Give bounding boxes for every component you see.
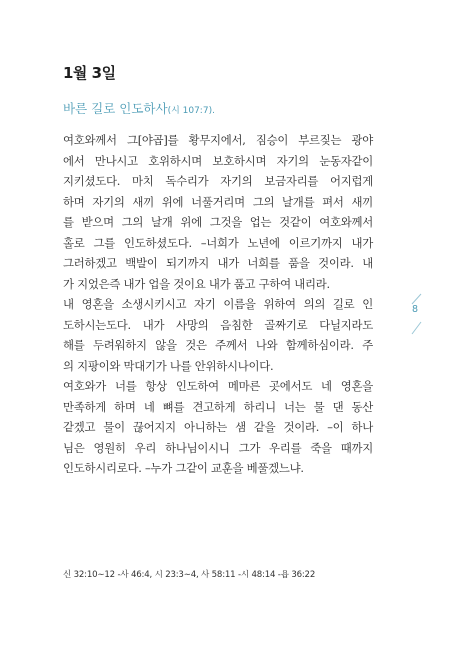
text-line: 해를 두려워하지 않을 것은 주께서 나와 함께하심이라. 주 <box>63 338 373 352</box>
heading-scripture-reference: (시 107:7). <box>167 106 215 116</box>
paragraph <box>63 130 373 294</box>
devotional-body <box>63 130 373 479</box>
text-line: 의 지팡이와 막대기가 나를 안위하시나이다. <box>63 358 274 373</box>
text-line: 홀로 그를 인도하셨도다. –너희가 노년에 이르기까지 내가 <box>63 235 373 250</box>
text-line: 에서 만나시고 호위하시며 보호하시며 자기의 눈동자같이 <box>63 153 373 168</box>
devotional-heading <box>63 99 215 117</box>
text-line: 를 받으며 그의 날개 위에 그것을 업는 것같이 여호와께서 <box>63 215 373 229</box>
text-line: 님은 영원히 우리 하나님이시니 그가 우리를 죽을 때까지 <box>63 440 373 455</box>
text-line: 인도하시리로다. –누가 그같이 교훈을 베풀겠느냐. <box>63 461 304 475</box>
text-line: 그러하겠고 백발이 되기까지 내가 너희를 품을 것이라. 내 <box>63 256 373 270</box>
text-line: 여호와가 너를 항상 인도하여 메마른 곳에서도 네 영혼을 <box>63 379 373 393</box>
text-line: 가 지었은즉 내가 업을 것이요 내가 품고 구하여 내리라. <box>63 276 330 291</box>
text-line: 만족하게 하며 네 뼈를 견고하게 하리니 너는 물 댄 동산 <box>63 399 373 414</box>
heading-title: 바른 길로 인도하사 <box>63 101 168 116</box>
text-line: 도하시는도다. 내가 사망의 음침한 골짜기로 다닐지라도 <box>63 317 373 332</box>
paragraph <box>63 376 373 479</box>
text-line: 지키셨도다. 마치 독수리가 자기의 보금자리를 어지럽게 <box>63 174 373 188</box>
paragraph <box>63 294 373 376</box>
text-line: 하며 자기의 새끼 위에 너풀거리며 그의 날개를 펴서 새끼 <box>63 194 373 209</box>
page-date: 1월 3일 <box>63 64 116 82</box>
text-line: 여호와께서 그[야곱]를 황무지에서, 짐승이 부르짖는 광야 <box>63 133 373 147</box>
text-line: 내 영혼을 소생시키시고 자기 이름을 위하여 의의 길로 인 <box>63 297 373 311</box>
page-number: 8 <box>412 304 419 315</box>
cross-references: 신 32:10∼12 -사 46:4, 시 23:3∼4, 사 58:11 -시 48:14 -욥 36:22 <box>63 570 316 580</box>
text-line: 같겠고 물이 끊어지지 아니하는 샘 같을 것이라. –이 하나 <box>63 420 373 434</box>
